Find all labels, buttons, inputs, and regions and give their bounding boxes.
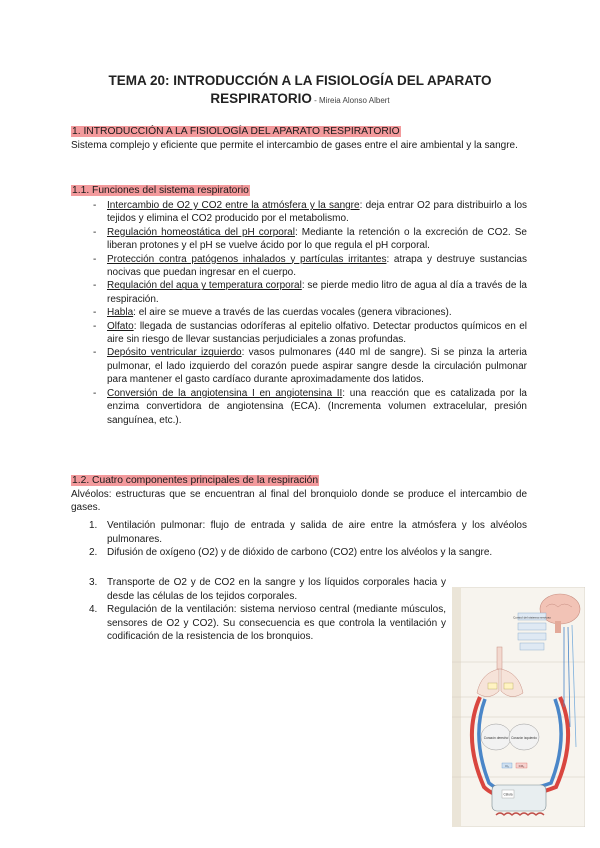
document-title	[70, 72, 530, 110]
trachea	[497, 647, 502, 669]
section-1-2-intro: Alvéolos: estructuras que se encuentran al final del bronquiolo donde se produce el intercambio de gases.	[71, 489, 527, 514]
section-1-2-heading: 1.2. Cuatro componentes principales de la respiración	[72, 475, 319, 486]
list-item: 3. Transporte de O2 y de CO2 en la sangre y los líquidos corporales hacia y desde las células de los tejidos corporales.	[89, 577, 446, 602]
list-item: - Regulación del agua y temperatura corporal: se pierde medio litro de agua al día a través de la respiración.	[71, 279, 527, 306]
list-item: - Protección contra patógenos inhalados y partículas irritantes: atrapa y destruye sustancias nocivas que puedan ingresar en el cuerpo.	[71, 253, 527, 280]
functions-list	[71, 199, 527, 427]
control-box	[518, 623, 546, 630]
cell	[492, 785, 546, 811]
heart-left-label: Corazón izquierdo	[511, 736, 537, 740]
label-strip	[452, 587, 461, 827]
list-item: - Regulación homeostática del pH corporal: Mediante la retención o la excreción de CO2. Se liberan protones y el pH se vuelve ácido por lo que regula el pH corporal.	[71, 226, 527, 253]
section-1-intro: Sistema complejo y eficiente que permite el intercambio de gases entre el aire ambiental y la sangre.	[71, 140, 518, 151]
list-item: 2. Difusión de oxígeno (O2) y de dióxido de carbono (CO2) entre los alvéolos y la sangre.	[89, 547, 493, 559]
list-item: 1. Ventilación pulmonar: flujo de entrada y salida de aire entre la atmósfera y los alvéolos pulmonares.	[89, 520, 527, 545]
list-item: - Olfato: llegada de sustancias odoríferas al epitelio olfativo. Detectar productos químicos en el aire sin riesgo de llevar sustancias perjudiciales a zonas profundas.	[71, 320, 527, 347]
author-name: - Mireia Alonso Albert	[311, 96, 390, 105]
components-list-a	[71, 519, 527, 560]
list-item: 4. Regulación de la ventilación: sistema nervioso central (mediante músculos, sensores de O2 y CO2). Su consecuencia es que controla la ventilación y codificación de la resistencia de los bronquios.	[89, 604, 446, 643]
section-1-1-heading: 1.1. Funciones del sistema respiratorio	[72, 185, 249, 196]
co2-tag: CO₂	[518, 764, 525, 768]
control-box	[520, 643, 544, 650]
list-item: - Habla: el aire se mueve a través de las cuerdas vocales (genera vibraciones).	[71, 306, 527, 319]
control-box	[518, 633, 546, 640]
section-1-heading: 1. INTRODUCCIÓN A LA FISIOLOGÍA DEL APARATO RESPIRATORIO	[72, 126, 400, 137]
brainstem	[555, 621, 561, 633]
respiration-diagram	[452, 587, 585, 827]
title-line-1: TEMA 20: INTRODUCCIÓN A LA FISIOLOGÍA DEL APARATO	[108, 73, 492, 88]
o2-tag: O₂	[505, 764, 509, 768]
components-list-b	[71, 576, 446, 644]
control-label: Control del sistema nervioso	[513, 615, 551, 620]
title-line-2: RESPIRATORIO	[210, 91, 312, 106]
cell-label: Célula	[503, 792, 513, 797]
heart-right-label: Corazón derecho	[483, 736, 509, 740]
list-item: - Intercambio de O2 y CO2 entre la atmósfera y la sangre: deja entrar O2 para distribuirlo a los tejidos y elimina el CO2 producido por el metabolismo.	[71, 199, 527, 226]
list-item: - Conversión de la angiotensina I en angiotensina II: una reacción que es catalizada por la enzima convertidora de angiotensina (ECA). (Incrementa volumen extracelular, presión sanguínea, etc.).	[71, 387, 527, 427]
list-item: - Depósito ventricular izquierdo: vasos pulmonares (440 ml de sangre). Si se pinza la arteria pulmonar, el lado izquierdo del corazón puede aspirar sangre desde la circulación pulmonar para mantener el gasto cardíaco durante aproximadamente dos latidos.	[71, 346, 527, 386]
